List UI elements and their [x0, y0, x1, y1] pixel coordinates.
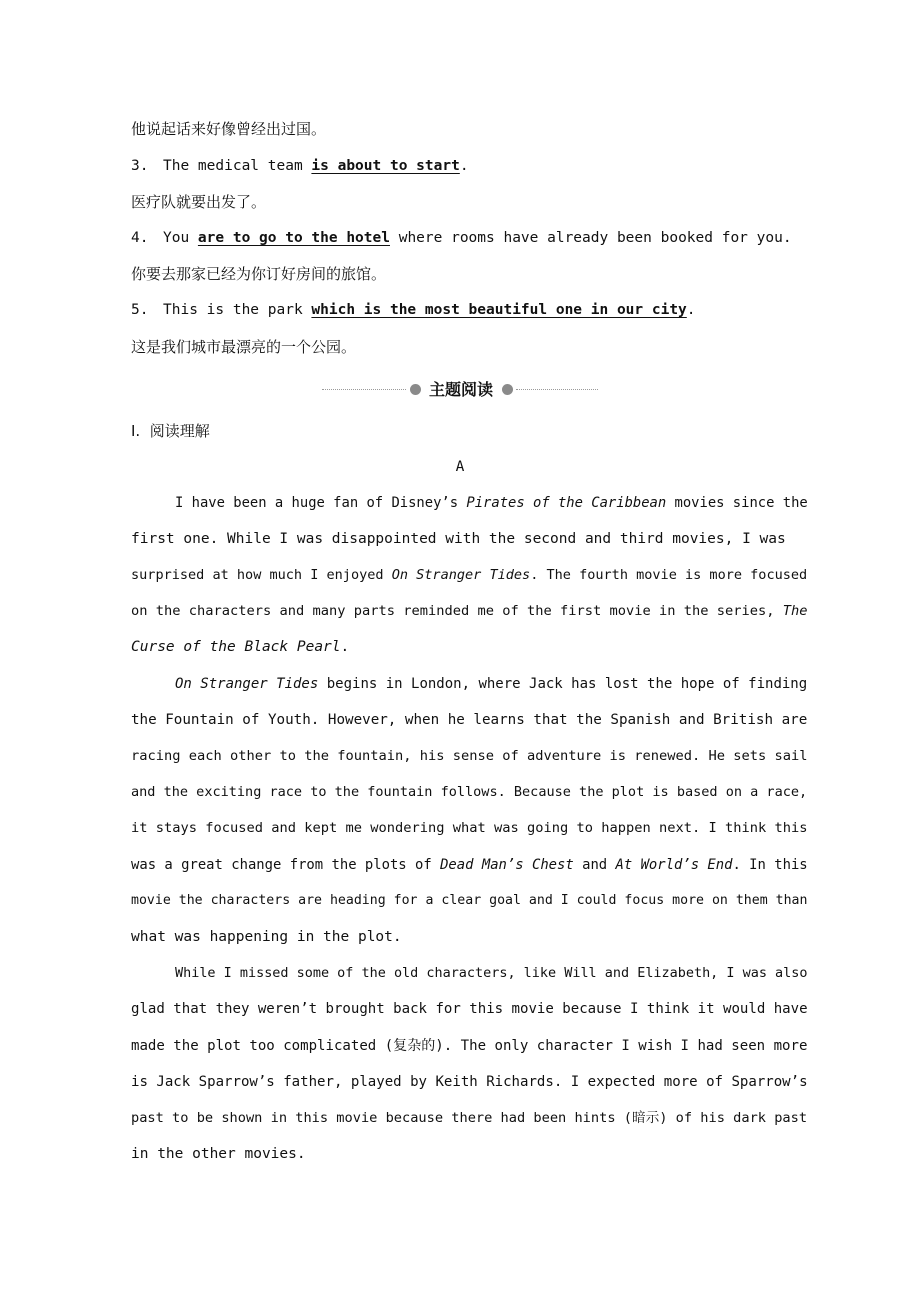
paragraph-2-line-3: racing each other to the fountain, his sense of adventure is renewed. He sets sail — [131, 748, 808, 764]
paragraph-3-line-5: past to be shown in this movie because there had been hints (暗示) of his dark past — [131, 1110, 808, 1126]
answer-underlined: is about to start — [311, 158, 460, 174]
exercise-item-3 — [131, 156, 469, 176]
paragraph-2-line-4: and the exciting race to the fountain follows. Because the plot is based on a race, — [131, 784, 808, 800]
answer-underlined: which is the most beautiful one in our city — [311, 302, 687, 318]
part-header — [131, 421, 210, 441]
text-run: I have been a huge fan of Disney’s — [175, 495, 467, 511]
bullet-dot-left-icon — [410, 384, 421, 395]
sentence-text: The medical team — [163, 158, 312, 174]
movie-title: On Stranger Tides — [391, 567, 531, 583]
exercise-item-4 — [131, 228, 792, 248]
text-run: was a great change from the plots of — [131, 857, 441, 873]
text-run: . — [340, 639, 350, 655]
movie-title: Pirates of the Caribbean — [466, 495, 667, 511]
dotted-rule-right — [516, 389, 598, 390]
section-heading — [322, 378, 598, 402]
paragraph-3-line-4: is Jack Sparrow’s father, played by Keith Richards. I expected more of Sparrow’s — [131, 1074, 808, 1090]
paragraph-3-line-6: in the other movies. — [131, 1146, 306, 1162]
item-number: 3. — [131, 158, 149, 174]
text-run: on the characters and many parts reminded me of the first movie in the series, — [131, 603, 783, 619]
paragraph-2-line-7: movie the characters are heading for a clear goal and I could focus more on them than — [131, 893, 808, 908]
movie-title: The — [782, 603, 808, 619]
text-run: movies since the — [666, 495, 808, 511]
part-title: 阅读理解 — [149, 422, 210, 440]
text-run: surprised at how much I enjoyed — [131, 567, 392, 583]
sentence-text: . — [686, 302, 696, 318]
paragraph-2-line-2: the Fountain of Youth. However, when he learns that the Spanish and British are — [131, 712, 808, 728]
movie-title: On Stranger Tides — [175, 676, 319, 692]
paragraph-3-line-1: While I missed some of the old characters, like Will and Elizabeth, I was also — [175, 965, 808, 981]
paragraph-1-line-3 — [131, 565, 807, 585]
section-heading-text: 主题阅读 — [428, 380, 493, 399]
item-number: 5. — [131, 302, 149, 318]
paragraph-1-line-5 — [131, 637, 349, 657]
paragraph-3-line-3: made the plot too complicated (复杂的). The only character I wish I had seen more — [131, 1038, 808, 1054]
translation-line-4: 你要去那家已经为你订好房间的旅馆。 — [131, 265, 387, 283]
text-run: . The fourth movie is more focused — [530, 567, 808, 583]
movie-title: Curse of the Black Pearl — [131, 639, 341, 655]
paragraph-1-line-4 — [131, 601, 808, 621]
passage-label: A — [455, 459, 465, 475]
sentence-text: You — [163, 230, 198, 246]
dotted-rule-left — [322, 389, 406, 390]
translation-line-3: 医疗队就要出发了。 — [131, 193, 267, 211]
sentence-text: This is the park — [163, 302, 312, 318]
movie-title: At World’s End — [615, 857, 733, 873]
bullet-dot-right-icon — [502, 384, 513, 395]
text-run: and — [573, 857, 616, 873]
paragraph-1-line-1 — [175, 493, 808, 513]
paragraph-2-line-1 — [175, 674, 807, 694]
text-run: begins in London, where Jack has lost the hope of finding — [318, 676, 808, 692]
item-number: 4. — [131, 230, 149, 246]
paragraph-3-line-2: glad that they weren’t brought back for this movie because I think it would have — [131, 1001, 808, 1017]
movie-title: Dead Man’s Chest — [440, 857, 574, 873]
exercise-item-5 — [131, 300, 696, 320]
paragraph-2-line-5: it stays focused and kept me wondering what was going to happen next. I think this — [131, 820, 808, 836]
translation-line-2: 他说起话来好像曾经出过国。 — [131, 120, 327, 138]
answer-underlined: are to go to the hotel — [197, 230, 390, 246]
paragraph-2-line-8: what was happening in the plot. — [131, 929, 402, 945]
translation-line-5: 这是我们城市最漂亮的一个公园。 — [131, 338, 357, 356]
text-run: . In this — [732, 857, 808, 873]
sentence-text: where rooms have already been booked for you. — [389, 230, 792, 246]
part-label: Ⅰ. — [131, 422, 141, 440]
paragraph-2-line-6 — [131, 855, 808, 875]
paragraph-1-line-2: first one. While I was disappointed with the second and third movies, I was — [131, 531, 786, 547]
sentence-text: . — [459, 158, 469, 174]
